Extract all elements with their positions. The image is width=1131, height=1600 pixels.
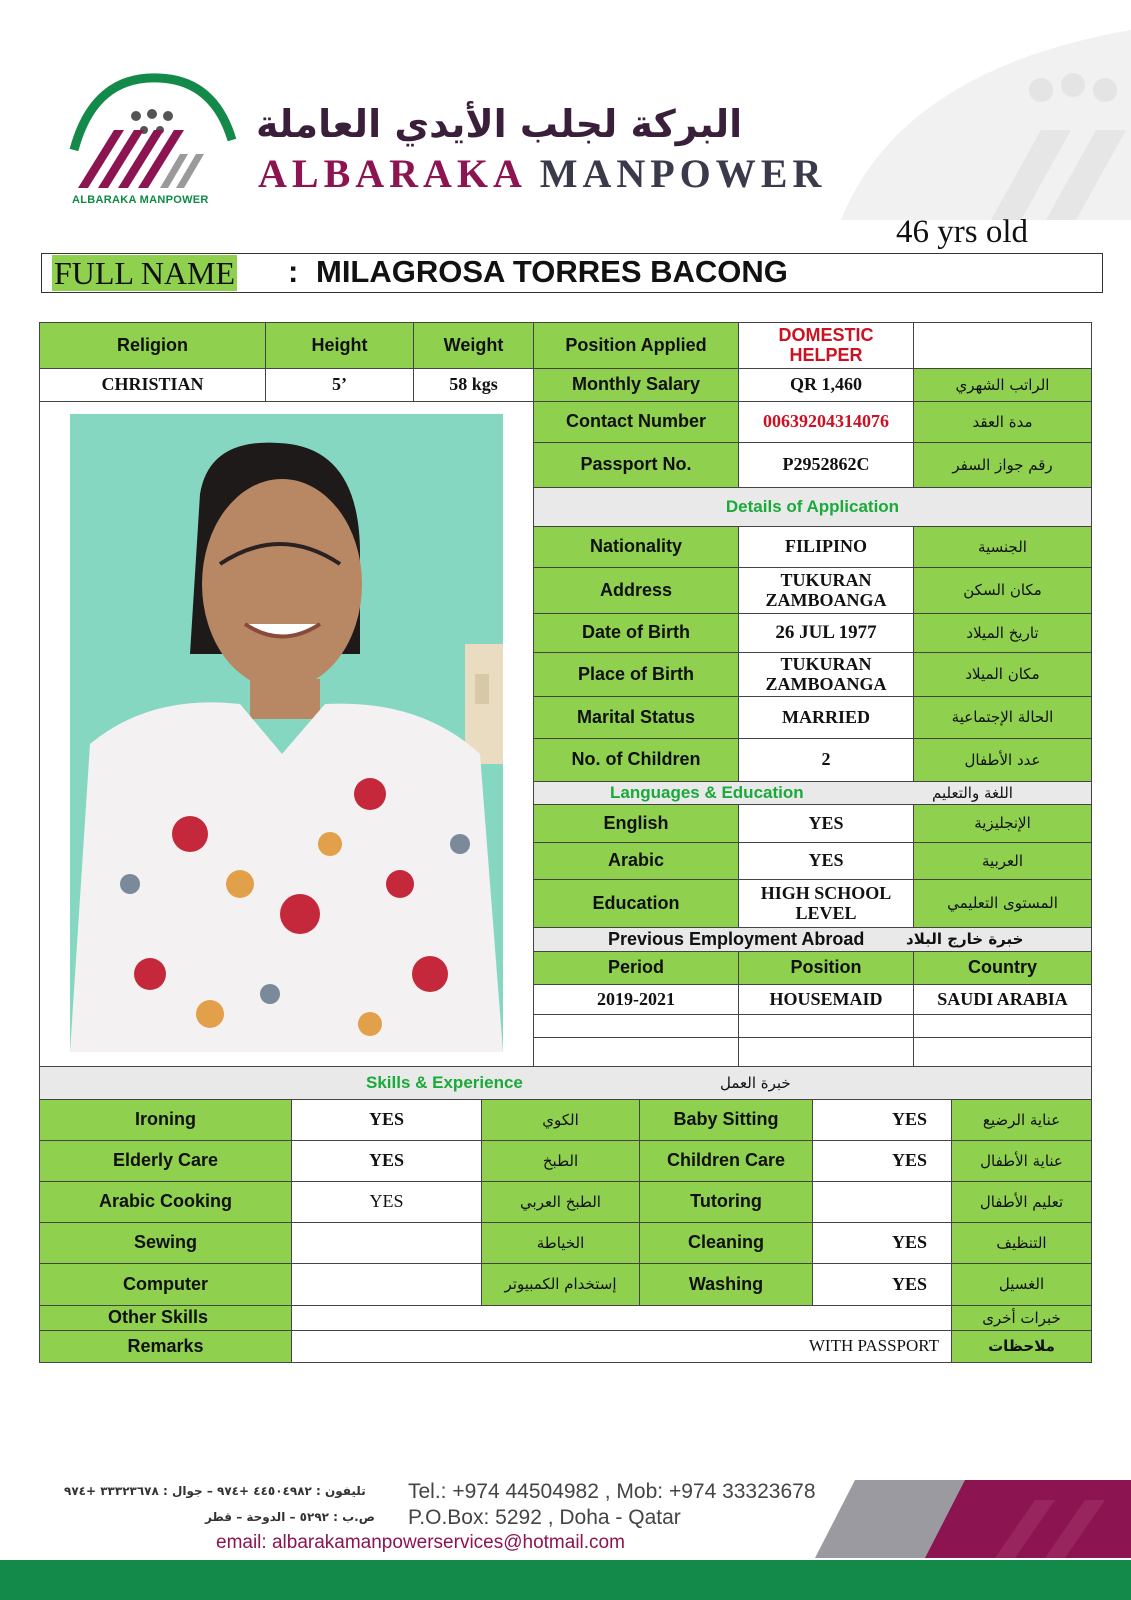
dob-label-ar: تاريخ الميلاد bbox=[913, 613, 1092, 653]
place-of-birth-label: Place of Birth bbox=[533, 652, 739, 697]
skill-arabic-cooking-value: YES bbox=[291, 1181, 482, 1223]
skill-tutoring-value bbox=[812, 1181, 952, 1223]
children-value: 2 bbox=[738, 738, 914, 782]
full-name-label: FULL NAME bbox=[54, 255, 236, 291]
marital-status-value: MARRIED bbox=[738, 696, 914, 739]
employment-country bbox=[913, 1037, 1092, 1067]
details-section-title: Details of Application bbox=[533, 487, 1092, 527]
address-label: Address bbox=[533, 567, 739, 614]
albaraka-logo-icon bbox=[64, 70, 239, 210]
position-header: Position bbox=[738, 951, 914, 985]
weight-value: 58 kgs bbox=[413, 368, 534, 402]
age-text: 46 yrs old bbox=[896, 214, 1028, 250]
english-label: English bbox=[533, 804, 739, 843]
address-label-ar: مكان السكن bbox=[913, 567, 1092, 614]
skill-computer-label-ar: إستخدام الكمبيوتر bbox=[481, 1263, 640, 1306]
full-name-box bbox=[41, 253, 1103, 293]
skill-sewing-label: Sewing bbox=[39, 1222, 292, 1264]
skill-washing-label-ar: الغسيل bbox=[951, 1263, 1092, 1306]
skills-title: Skills & Experience bbox=[366, 1072, 523, 1092]
english-label-ar: الإنجليزية bbox=[913, 804, 1092, 843]
passport-value: P2952862C bbox=[738, 442, 914, 488]
religion-label: Religion bbox=[39, 322, 266, 369]
brand-name-arabic: البركة لجلب الأيدي العاملة bbox=[256, 102, 743, 146]
position-applied-label: Position Applied bbox=[533, 322, 739, 369]
children-label: No. of Children bbox=[533, 738, 739, 782]
skill-tutoring-label: Tutoring bbox=[639, 1181, 813, 1223]
footer-po-box: P.O.Box: 5292 , Doha - Qatar bbox=[408, 1506, 681, 1529]
country-header: Country bbox=[913, 951, 1092, 985]
empty-cell bbox=[913, 322, 1092, 369]
height-label: Height bbox=[265, 322, 414, 369]
remarks-label: Remarks bbox=[39, 1330, 292, 1363]
employment-country bbox=[913, 1014, 1092, 1038]
footer-tel: Tel.: +974 44504982 , Mob: +974 33323678 bbox=[408, 1480, 816, 1503]
other-skills-label-ar: خبرات أخرى bbox=[951, 1305, 1092, 1331]
period-header: Period bbox=[533, 951, 739, 985]
children-label-ar: عدد الأطفال bbox=[913, 738, 1092, 782]
skill-children-care-label: Children Care bbox=[639, 1140, 813, 1182]
watermark-graphic bbox=[841, 30, 1131, 220]
skills-title-ar: خبرة العمل bbox=[720, 1073, 791, 1092]
skill-ironing-label-ar: الكوي bbox=[481, 1099, 640, 1141]
employment-title: Previous Employment Abroad bbox=[608, 928, 865, 949]
monthly-salary-label: Monthly Salary bbox=[533, 368, 739, 402]
skill-cleaning-label: Cleaning bbox=[639, 1222, 813, 1264]
languages-section-title bbox=[533, 781, 1092, 805]
applicant-photo bbox=[70, 414, 503, 1052]
skill-cleaning-value: YES bbox=[812, 1222, 952, 1264]
arabic-label: Arabic bbox=[533, 842, 739, 880]
height-value: 5’ bbox=[265, 368, 414, 402]
skill-elderly-care-value: YES bbox=[291, 1140, 482, 1182]
place-of-birth-value: TUKURAN ZAMBOANGA bbox=[738, 652, 914, 697]
brand-name-english bbox=[258, 150, 826, 197]
skill-elderly-care-label: Elderly Care bbox=[39, 1140, 292, 1182]
arabic-value: YES bbox=[738, 842, 914, 880]
languages-title-ar: اللغة والتعليم bbox=[932, 783, 1013, 802]
employment-section-title bbox=[533, 927, 1092, 952]
position-applied-value: DOMESTIC HELPER bbox=[738, 322, 914, 369]
skill-sewing-value bbox=[291, 1222, 482, 1264]
passport-label: Passport No. bbox=[533, 442, 739, 488]
marital-status-label: Marital Status bbox=[533, 696, 739, 739]
footer-tel-arabic: تليفون : ٤٤٥٠٤٩٨٢ +٩٧٤ – جوال : ٣٣٣٢٣٦٧٨ +٩٧٤ bbox=[64, 1484, 366, 1498]
nationality-label: Nationality bbox=[533, 526, 739, 568]
languages-title: Languages & Education bbox=[610, 782, 804, 802]
skill-ironing-label: Ironing bbox=[39, 1099, 292, 1141]
skill-arabic-cooking-label-ar: الطبخ العربي bbox=[481, 1181, 640, 1223]
remarks-label-ar: ملاحظات bbox=[951, 1330, 1092, 1363]
remarks-value: WITH PASSPORT bbox=[291, 1330, 952, 1363]
footer-email[interactable]: email: albarakamanpowerservices@hotmail.com bbox=[216, 1532, 625, 1553]
skill-washing-label: Washing bbox=[639, 1263, 813, 1306]
other-skills-label: Other Skills bbox=[39, 1305, 292, 1331]
skills-section-title bbox=[39, 1066, 1092, 1100]
english-value: YES bbox=[738, 804, 914, 843]
dob-value: 26 JUL 1977 bbox=[738, 613, 914, 653]
skill-washing-value: YES bbox=[812, 1263, 952, 1306]
address-value: TUKURAN ZAMBOANGA bbox=[738, 567, 914, 614]
education-label: Education bbox=[533, 879, 739, 928]
skill-children-care-label-ar: عناية الأطفال bbox=[951, 1140, 1092, 1182]
skill-computer-label: Computer bbox=[39, 1263, 292, 1306]
education-label-ar: المستوى التعليمي bbox=[913, 879, 1092, 928]
monthly-salary-label-ar: الراتب الشهري bbox=[913, 368, 1092, 402]
monthly-salary-value: QR 1,460 bbox=[738, 368, 914, 402]
employment-period: 2019-2021 bbox=[533, 984, 739, 1015]
contact-number-value: 00639204314076 bbox=[738, 401, 914, 443]
skill-computer-value bbox=[291, 1263, 482, 1306]
logo-caption: ALBARAKA MANPOWER bbox=[72, 194, 209, 206]
weight-label: Weight bbox=[413, 322, 534, 369]
place-of-birth-label-ar: مكان الميلاد bbox=[913, 652, 1092, 697]
skill-children-care-value: YES bbox=[812, 1140, 952, 1182]
nationality-value: FILIPINO bbox=[738, 526, 914, 568]
skill-tutoring-label-ar: تعليم الأطفال bbox=[951, 1181, 1092, 1223]
employment-position bbox=[738, 1014, 914, 1038]
skill-baby-sitting-value: YES bbox=[812, 1099, 952, 1141]
skill-arabic-cooking-label: Arabic Cooking bbox=[39, 1181, 292, 1223]
brand-word-2: MANPOWER bbox=[539, 151, 827, 196]
full-name-colon: : bbox=[288, 254, 299, 289]
employment-period bbox=[533, 1014, 739, 1038]
footer-bar bbox=[0, 1560, 1131, 1600]
employment-title-ar: خبرة خارج البلاد bbox=[906, 930, 1024, 949]
contact-number-label-ar: مدة العقد bbox=[913, 401, 1092, 443]
passport-label-ar: رقم جواز السفر bbox=[913, 442, 1092, 488]
skill-elderly-care-label-ar: الطبخ bbox=[481, 1140, 640, 1182]
employment-position bbox=[738, 1037, 914, 1067]
skill-baby-sitting-label: Baby Sitting bbox=[639, 1099, 813, 1141]
religion-value: CHRISTIAN bbox=[39, 368, 266, 402]
footer-po-arabic: ص.ب : ٥٢٩٢ – الدوحة – قطر bbox=[205, 1510, 375, 1524]
dob-label: Date of Birth bbox=[533, 613, 739, 653]
arabic-label-ar: العربية bbox=[913, 842, 1092, 880]
full-name-value: MILAGROSA TORRES BACONG bbox=[316, 254, 788, 289]
marital-status-label-ar: الحالة الإجتماعية bbox=[913, 696, 1092, 739]
skill-sewing-label-ar: الخياطة bbox=[481, 1222, 640, 1264]
other-skills-value bbox=[291, 1305, 952, 1331]
employment-country: SAUDI ARABIA bbox=[913, 984, 1092, 1015]
contact-number-label: Contact Number bbox=[533, 401, 739, 443]
skill-baby-sitting-label-ar: عناية الرضيع bbox=[951, 1099, 1092, 1141]
brand-word-1: ALBARAKA bbox=[258, 151, 525, 196]
education-value: HIGH SCHOOL LEVEL bbox=[738, 879, 914, 928]
skill-ironing-value: YES bbox=[291, 1099, 482, 1141]
skill-cleaning-label-ar: التنظيف bbox=[951, 1222, 1092, 1264]
employment-position: HOUSEMAID bbox=[738, 984, 914, 1015]
nationality-label-ar: الجنسية bbox=[913, 526, 1092, 568]
footer-decoration bbox=[815, 1480, 1131, 1558]
employment-period bbox=[533, 1037, 739, 1067]
